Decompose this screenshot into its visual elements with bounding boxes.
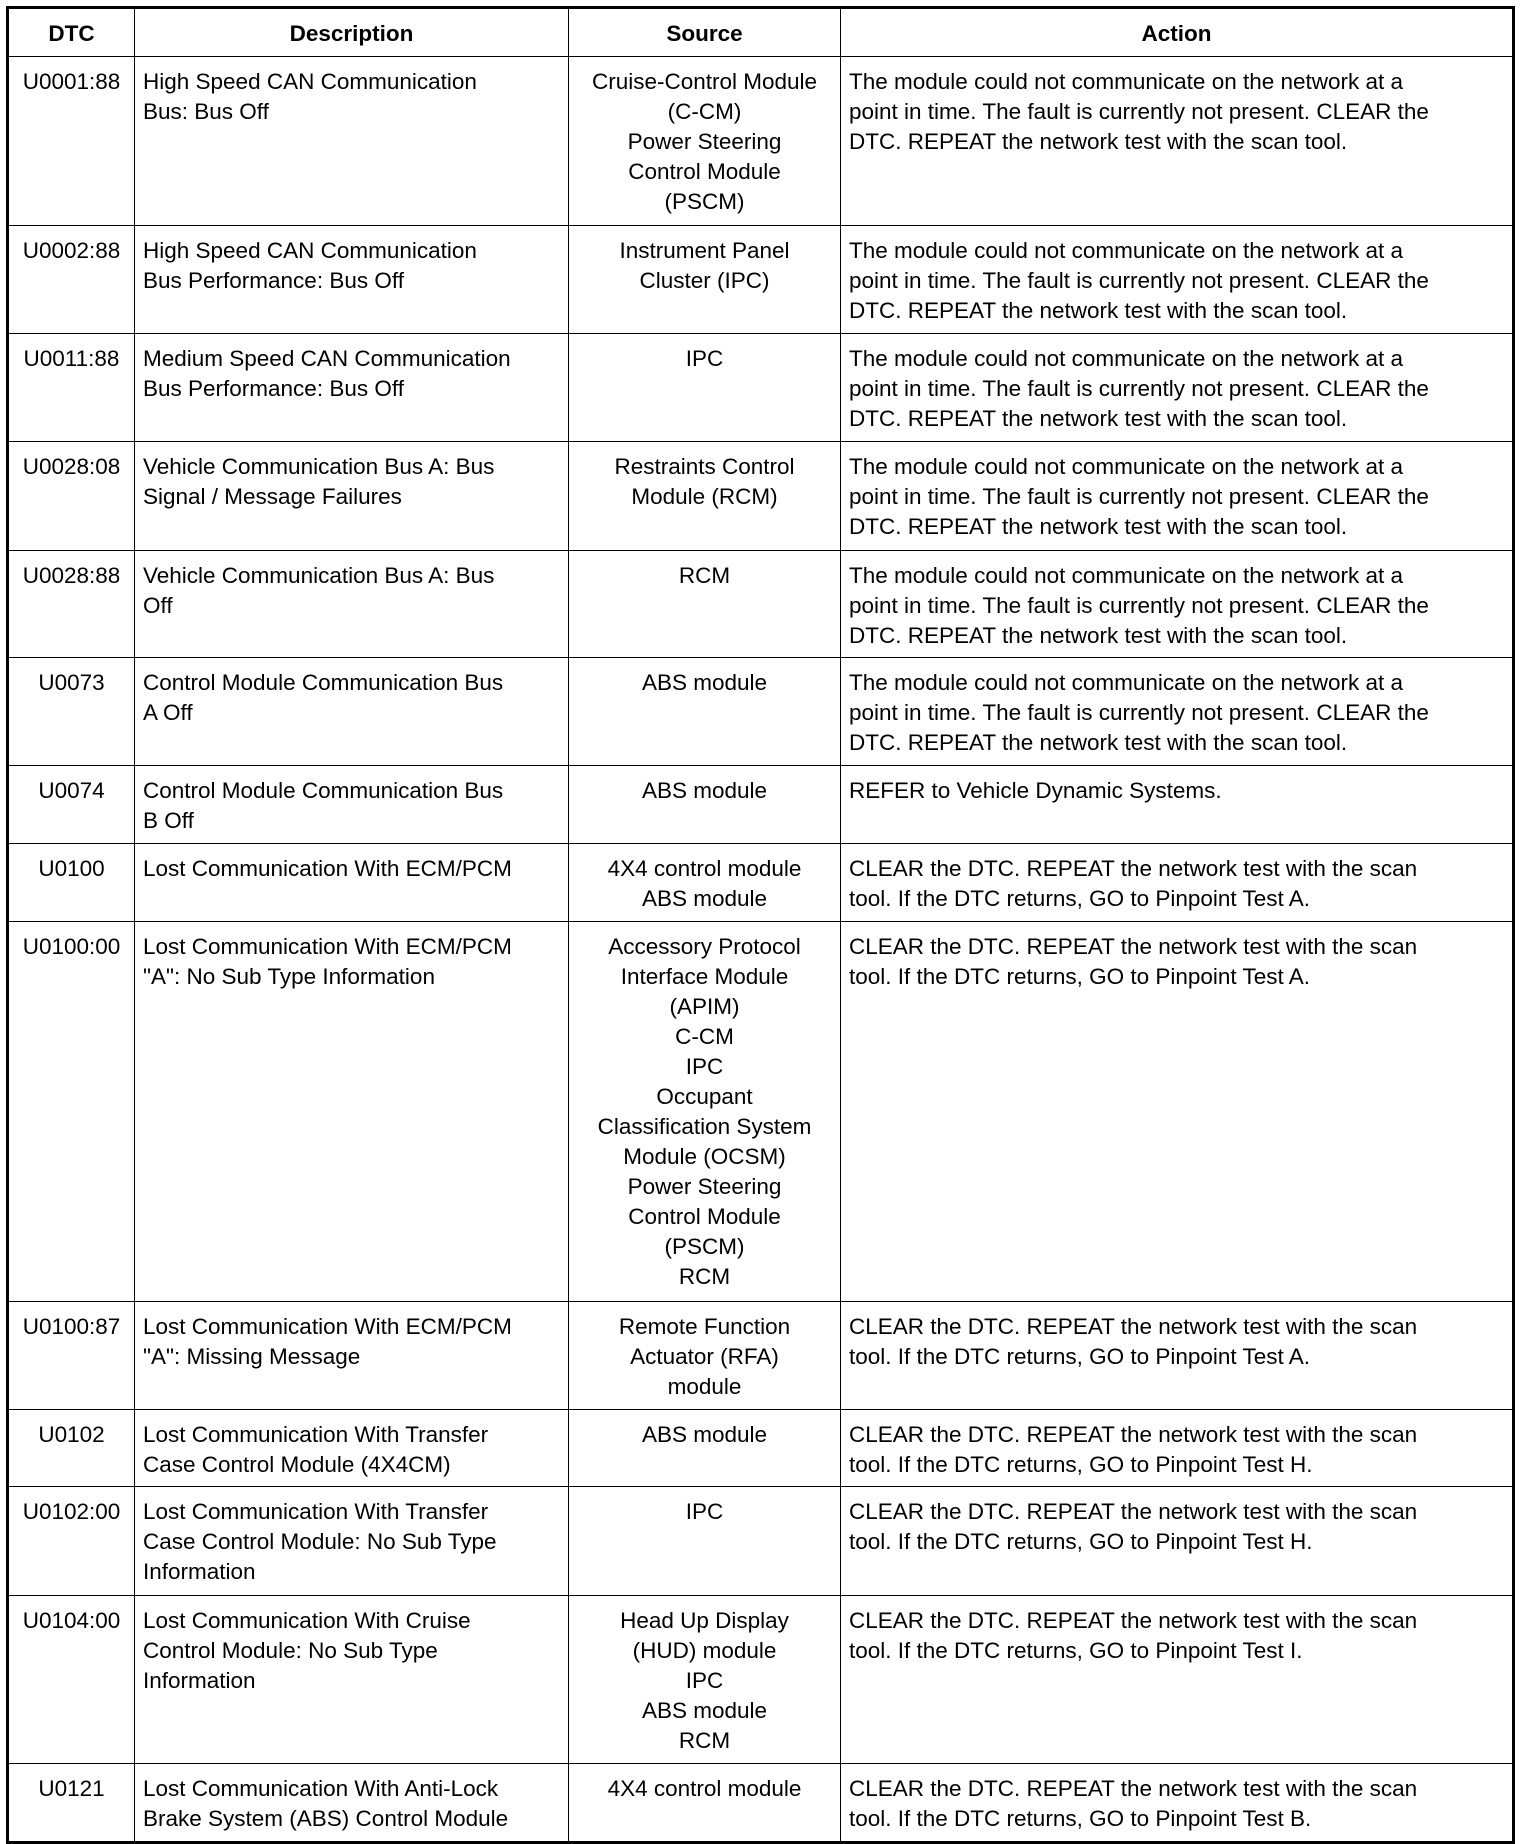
table-row — [8, 334, 1514, 442]
source-cell: ABS module — [569, 658, 841, 766]
dtc-cell: U0011:88 — [8, 334, 135, 442]
table-row — [8, 1410, 1514, 1487]
table-row — [8, 1302, 1514, 1410]
header-description: Description — [135, 8, 569, 57]
description-cell: Lost Communication With ECM/PCM "A": No Sub Type Information — [135, 922, 569, 1302]
header-dtc: DTC — [8, 8, 135, 57]
header-source: Source — [569, 8, 841, 57]
action-cell: CLEAR the DTC. REPEAT the network test with the scan tool. If the DTC returns, GO to Pinpoint Test I. — [841, 1596, 1514, 1764]
action-cell: The module could not communicate on the network at a point in time. The fault is currently not present. CLEAR the DTC. REPEAT the network test with the scan tool. — [841, 442, 1514, 551]
dtc-cell: U0028:88 — [8, 551, 135, 658]
table-row — [8, 1764, 1514, 1843]
dtc-cell: U0104:00 — [8, 1596, 135, 1764]
description-cell: Lost Communication With Anti-Lock Brake System (ABS) Control Module — [135, 1764, 569, 1843]
source-cell: 4X4 control module — [569, 1764, 841, 1843]
action-cell: CLEAR the DTC. REPEAT the network test with the scan tool. If the DTC returns, GO to Pinpoint Test B. — [841, 1764, 1514, 1843]
table-row — [8, 57, 1514, 226]
table-row — [8, 442, 1514, 551]
header-row — [8, 8, 1514, 57]
table-row — [8, 1487, 1514, 1596]
action-cell: CLEAR the DTC. REPEAT the network test with the scan tool. If the DTC returns, GO to Pinpoint Test A. — [841, 1302, 1514, 1410]
source-cell: IPC — [569, 334, 841, 442]
source-cell: Cruise-Control Module (C-CM) Power Steering Control Module (PSCM) — [569, 57, 841, 226]
action-cell: CLEAR the DTC. REPEAT the network test with the scan tool. If the DTC returns, GO to Pinpoint Test A. — [841, 922, 1514, 1302]
source-cell: 4X4 control module ABS module — [569, 844, 841, 922]
dtc-cell: U0002:88 — [8, 226, 135, 334]
action-cell: CLEAR the DTC. REPEAT the network test with the scan tool. If the DTC returns, GO to Pinpoint Test A. — [841, 844, 1514, 922]
description-cell: Control Module Communication Bus B Off — [135, 766, 569, 844]
table-row — [8, 922, 1514, 1302]
description-cell: Lost Communication With ECM/PCM — [135, 844, 569, 922]
action-cell: CLEAR the DTC. REPEAT the network test with the scan tool. If the DTC returns, GO to Pinpoint Test H. — [841, 1410, 1514, 1487]
header-action: Action — [841, 8, 1514, 57]
table-row — [8, 551, 1514, 658]
dtc-cell: U0102 — [8, 1410, 135, 1487]
dtc-cell: U0074 — [8, 766, 135, 844]
source-cell: Restraints Control Module (RCM) — [569, 442, 841, 551]
table-row — [8, 1596, 1514, 1764]
description-cell: Control Module Communication Bus A Off — [135, 658, 569, 766]
action-cell: The module could not communicate on the network at a point in time. The fault is currently not present. CLEAR the DTC. REPEAT the network test with the scan tool. — [841, 334, 1514, 442]
dtc-cell: U0100:00 — [8, 922, 135, 1302]
source-cell: ABS module — [569, 1410, 841, 1487]
source-cell: RCM — [569, 551, 841, 658]
action-cell: REFER to Vehicle Dynamic Systems. — [841, 766, 1514, 844]
source-cell: Remote Function Actuator (RFA) module — [569, 1302, 841, 1410]
dtc-cell: U0121 — [8, 1764, 135, 1843]
description-cell: High Speed CAN Communication Bus Performance: Bus Off — [135, 226, 569, 334]
action-cell: The module could not communicate on the network at a point in time. The fault is currently not present. CLEAR the DTC. REPEAT the network test with the scan tool. — [841, 658, 1514, 766]
dtc-cell: U0100:87 — [8, 1302, 135, 1410]
description-cell: Vehicle Communication Bus A: Bus Off — [135, 551, 569, 658]
source-cell: Instrument Panel Cluster (IPC) — [569, 226, 841, 334]
source-cell: Accessory Protocol Interface Module (APIM) C-CM IPC Occupant Classification System Module (OCSM) Power Steering Control Module (PSCM) RCM — [569, 922, 841, 1302]
description-cell: High Speed CAN Communication Bus: Bus Off — [135, 57, 569, 226]
dtc-table — [6, 6, 1515, 1844]
table-row — [8, 658, 1514, 766]
description-cell: Lost Communication With Transfer Case Control Module (4X4CM) — [135, 1410, 569, 1487]
table-row — [8, 226, 1514, 334]
dtc-cell: U0102:00 — [8, 1487, 135, 1596]
table-row — [8, 844, 1514, 922]
dtc-cell: U0100 — [8, 844, 135, 922]
source-cell: IPC — [569, 1487, 841, 1596]
description-cell: Lost Communication With Transfer Case Control Module: No Sub Type Information — [135, 1487, 569, 1596]
description-cell: Medium Speed CAN Communication Bus Performance: Bus Off — [135, 334, 569, 442]
action-cell: CLEAR the DTC. REPEAT the network test with the scan tool. If the DTC returns, GO to Pinpoint Test H. — [841, 1487, 1514, 1596]
description-cell: Lost Communication With ECM/PCM "A": Missing Message — [135, 1302, 569, 1410]
action-cell: The module could not communicate on the network at a point in time. The fault is currently not present. CLEAR the DTC. REPEAT the network test with the scan tool. — [841, 57, 1514, 226]
description-cell: Lost Communication With Cruise Control Module: No Sub Type Information — [135, 1596, 569, 1764]
description-cell: Vehicle Communication Bus A: Bus Signal / Message Failures — [135, 442, 569, 551]
action-cell: The module could not communicate on the network at a point in time. The fault is currently not present. CLEAR the DTC. REPEAT the network test with the scan tool. — [841, 226, 1514, 334]
dtc-cell: U0001:88 — [8, 57, 135, 226]
source-cell: ABS module — [569, 766, 841, 844]
dtc-cell: U0028:08 — [8, 442, 135, 551]
action-cell: The module could not communicate on the network at a point in time. The fault is currently not present. CLEAR the DTC. REPEAT the network test with the scan tool. — [841, 551, 1514, 658]
source-cell: Head Up Display (HUD) module IPC ABS module RCM — [569, 1596, 841, 1764]
table-row — [8, 766, 1514, 844]
dtc-cell: U0073 — [8, 658, 135, 766]
